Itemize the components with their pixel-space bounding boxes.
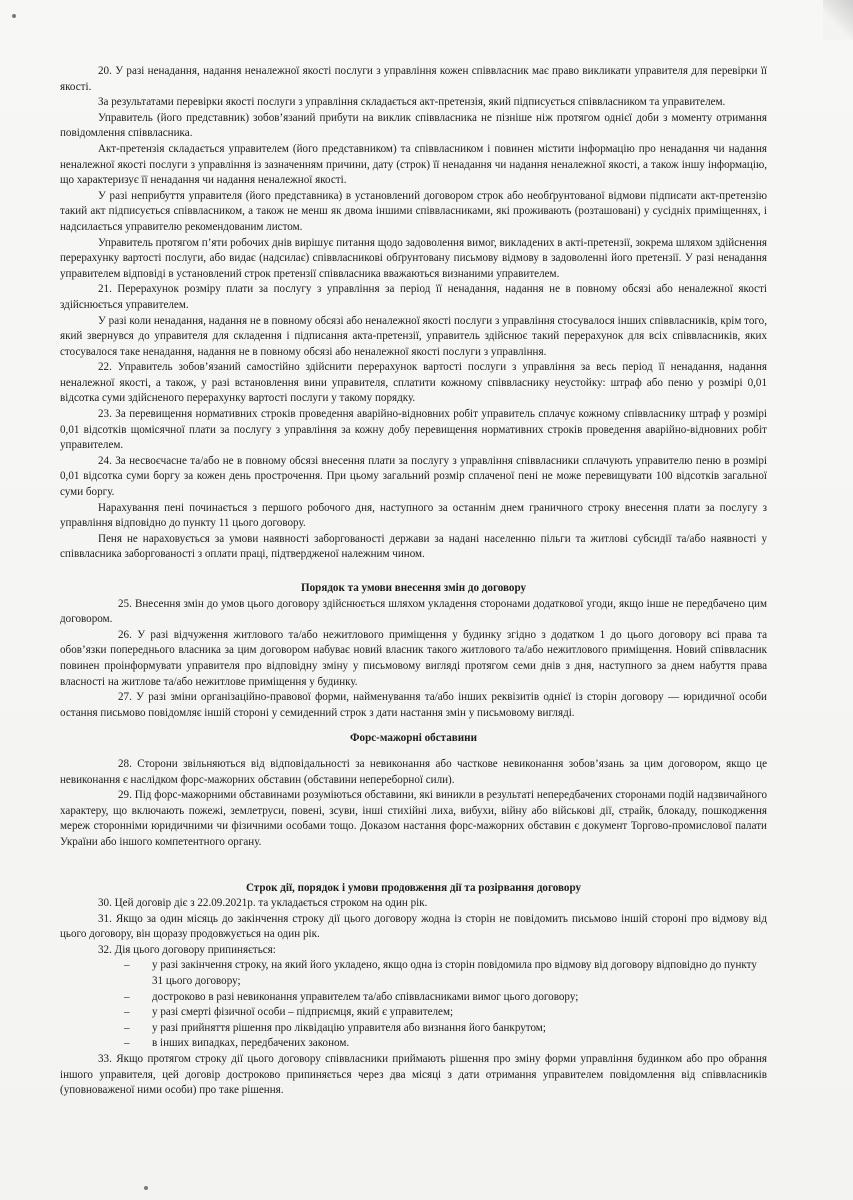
paragraph: У разі коли ненадання, надання не в повному обсязі або неналежної якості послуги з управління стосувалося інших співвласників, крім того, який звернувся до управителя для складення і підписання акта-претензії, управитель здійснює такий перерахунок для всіх співвласників, яких стосувалося таке ненадання, надання не в повному обсязі або неналежної якості послуги з управління. [60, 314, 767, 358]
paragraph-28: 28. Сторони звільняються від відповідальності за невиконання або часткове невиконання зобов’язань за цим договором, якщо це невиконання є наслідком форс-мажорних обставин (обставини непереборної сили). [60, 757, 767, 786]
paragraph: Управитель протягом п’яти робочих днів вирішує питання щодо задоволення вимог, викладених в акті-претензії, зокрема шляхом здійснення перерахунку вартості послуги, або видає (надсилає) співвласникові обґрунтовану письмову відмову в задоволенні його претензії. У разі ненадання управителем відповіді в установлений строк претензії співвласника вважаються визнаними управителем. [60, 236, 767, 280]
list-item: – у разі смерті фізичної особи – підприємця, який є управителем; [124, 1005, 767, 1021]
paragraph-32: 32. Дія цього договору припиняється: [98, 943, 276, 956]
paragraph-31: 31. Якщо за один місяць до закінчення строку дії цього договору жодна із сторін не повідомить письмово іншій стороні про відмову від цього договору, він щоразу продовжується на один рік. [60, 912, 767, 941]
scan-speck [144, 1186, 148, 1190]
folded-corner [823, 0, 853, 40]
document-body [60, 64, 767, 1099]
section-heading-amendments: Порядок та умови внесення змін до договору [300, 582, 527, 594]
paragraph: За результатами перевірки якості послуги з управління складається акт-претензія, який підписується співвласником та управителем. [98, 96, 726, 109]
paragraph: Акт-претензія складається управителем (його представником) та співвласником і повинен містити інформацію про ненадання чи надання неналежної якості послуги з управління із зазначенням причини, дату (строк) її ненадання чи надання неналежної якості, а також іншу інформацію, що характеризує її ненадання чи надання неналежної якості. [60, 142, 767, 187]
paragraph-29: 29. Під форс-мажорними обставинами розуміються обставини, які виникли в результаті непередбачених сторонами подій надзвичайного характеру, що включають пожежі, землетруси, повені, зсуви, інші стихійні лиха, вибухи, війну або військові дії, страйк, блокаду, пошкодження мереж сторонніми юридичними чи фізичними особами тощо. Доказом настання форс-мажорних обставин є документ Торгово-промислової палати України або іншого компетентного органу. [60, 789, 767, 848]
paragraph-22: 22. Управитель зобов’язаний самостійно здійснити перерахунок вартості послуги з управління за весь період її ненадання, надання неналежної якості, а також, у разі встановлення вини управителя, сплатити кожному співвласнику неустойку: штраф або пеню у розмірі 0,01 відсотка суми здійсненого перерахунку вартості послуги у такому порядку. [60, 361, 767, 405]
paragraph-25: 25. Внесення змін до умов цього договору здійснюється шляхом укладення сторонами додаткової угоди, якщо інше не передбачено цим договором. [60, 597, 767, 626]
paragraph: Нарахування пені починається з першого робочого дня, наступного за останнім днем граничного строку внесення плати за послугу з управління відповідно до пункту 11 цього договору. [60, 501, 767, 530]
paragraph: Пеня не нараховується за умови наявності заборгованості держави за надані населенню пільги та житлові субсидії та/або наявності у співвласника заборгованості з оплати праці, підтвердженої належним чином. [60, 532, 767, 561]
scan-speck [12, 14, 16, 18]
paragraph-30: 30. Цей договір діє з 22.09.2021р. та укладається строком на один рік. [98, 897, 428, 910]
termination-list [60, 958, 767, 1052]
paragraph-23: 23. За перевищення нормативних строків проведення аварійно-відновних робіт управитель сплачує кожному співвласнику штраф у розмірі 0,01 відсотків щомісячної плати за послугу з управління за кожну добу перевищення нормативних строків проведення аварійно-відновних робіт управителем. [60, 408, 767, 452]
paragraph-21: 21. Перерахунок розміру плати за послугу з управління за період її ненадання, надання не в повному обсязі або неналежної якості здійснюється управителем. [60, 283, 767, 311]
paragraph-33: 33. Якщо протягом строку дії цього договору співвласники приймають рішення про зміну форми управління будинком або про обрання іншого управителя, цей договір достроково припиняється через два місяці з дати отримання управителем повідомлення від співвласників (уповноваженої ними особи) про таке рішення. [60, 1053, 767, 1097]
paragraph-26: 26. У разі відчуження житлового та/або нежитлового приміщення у будинку згідно з додатком 1 до цього договору всі права та обов’язки попереднього власника за цим договором набуває новий власник такого житлового та/або нежитлового приміщення. Новий співвласник повинен проінформувати управителя про відповідну зміну у письмовому вигляді протягом семи днів з дня, наступного за днем набуття права власності на житлове та/або нежитлове приміщення у будинку. [60, 628, 767, 688]
list-item: – у разі закінчення строку, на який його укладено, якщо одна із сторін повідомила про відмову від договору відповідно до пункту 31 цього договору; [124, 958, 767, 989]
list-item: – в інших випадках, передбачених законом. [124, 1036, 767, 1052]
paragraph: Управитель (його представник) зобов’язаний прибути на виклик співвласника не пізніше ніж протягом однієї доби з моменту отримання повідомлення співвласника. [60, 111, 767, 140]
paragraph-20: 20. У разі ненадання, надання неналежної якості послуги з управління кожен співвласник має право викликати управителя для перевірки її якості. [60, 65, 767, 93]
paragraph: У разі неприбуття управителя (його представника) в установлений договором строк або необґрунтованої відмови підписати акт-претензію такий акт підписується співвласником, а також не менш як двома іншими співвласниками, які проживають (розташовані) у сусідніх приміщеннях, і надсилається управителю рекомендованим листом. [60, 189, 767, 233]
paragraph-27: 27. У разі зміни організаційно-правової форми, найменування та/або інших реквізитів однієї із сторін договору — юридичної особи остання письмово повідомляє іншій стороні у семиденний строк з дати настання змін у письмовому вигляді. [60, 691, 767, 719]
list-item: – достроково в разі невиконання управителем та/або співвласниками вимог цього договору; [124, 990, 767, 1006]
paragraph-24: 24. За несвоєчасне та/або не в повному обсязі внесення плати за послугу з управління співвласники сплачують управителю пеню в розмірі 0,01 відсотка суми боргу за кожен день прострочення. При цьому загальний розмір сплаченої пені не може перевищувати 100 відсотків загальної суми боргу. [60, 454, 767, 499]
section-heading-term: Строк дії, порядок і умови продовження дії та розірвання договору [245, 881, 582, 894]
section-heading-force-majeure: Форс-мажорні обставини [350, 732, 477, 745]
list-item: – у разі прийняття рішення про ліквідацію управителя або визнання його банкрутом; [124, 1021, 767, 1037]
